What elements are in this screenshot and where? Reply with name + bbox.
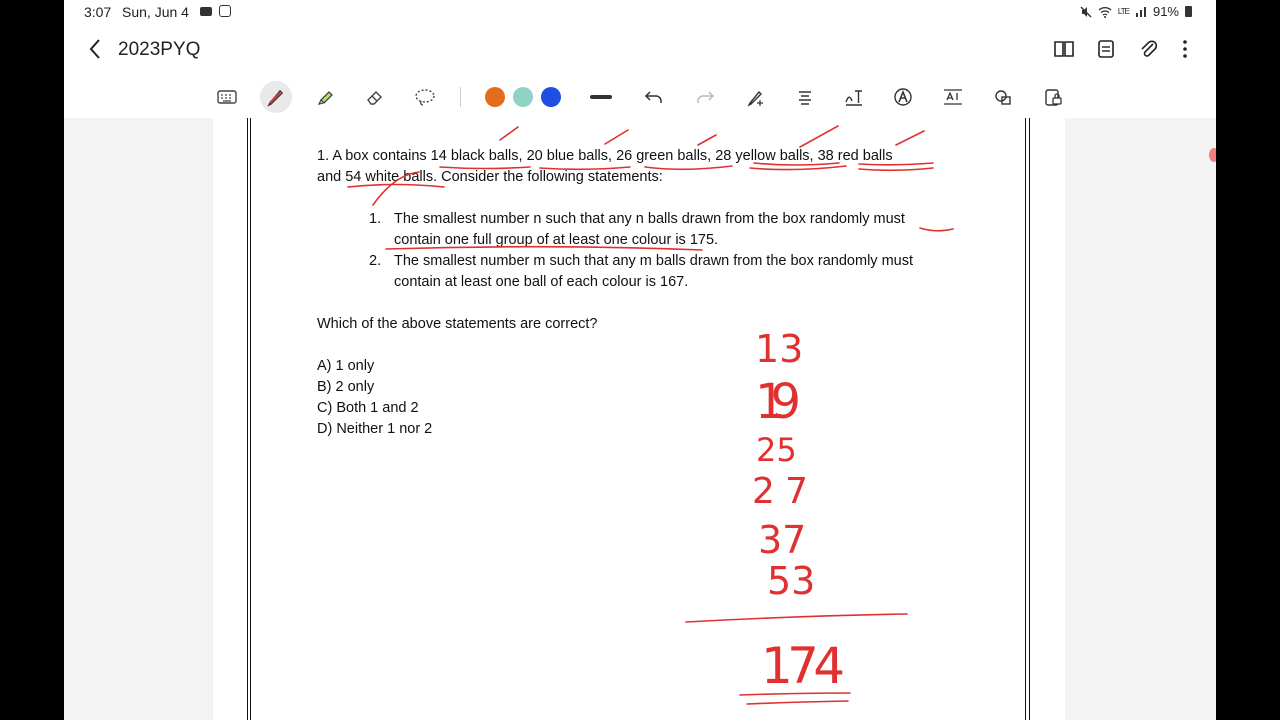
status-bar bbox=[64, 0, 1216, 24]
statement-1-line-1: The smallest number n such that any n balls drawn from the box randomly must bbox=[394, 211, 905, 227]
pen-settings-tool[interactable] bbox=[742, 83, 770, 111]
stroke-width-tool[interactable] bbox=[587, 83, 615, 111]
screen-record-icon bbox=[219, 5, 231, 17]
attach-icon[interactable] bbox=[1135, 36, 1161, 62]
handwriting-to-text-tool[interactable] bbox=[840, 83, 868, 111]
text-style-tool[interactable] bbox=[889, 83, 917, 111]
item-black: 14 black balls bbox=[430, 148, 519, 164]
status-time: 3:07 bbox=[84, 4, 112, 20]
text-align-tool[interactable] bbox=[791, 83, 819, 111]
text-box-icon bbox=[942, 87, 964, 107]
separator: , bbox=[608, 148, 617, 164]
lock-icon bbox=[1043, 87, 1063, 107]
lasso-tool[interactable] bbox=[411, 83, 439, 111]
question-line-2 bbox=[317, 169, 663, 185]
book-view-icon[interactable] bbox=[1051, 36, 1077, 62]
stroke-width-icon bbox=[590, 95, 612, 99]
question-prefix: 1. A box contains bbox=[317, 148, 431, 164]
highlighter-tool[interactable] bbox=[312, 83, 340, 111]
highlighter-icon bbox=[316, 87, 336, 107]
option-d: D) Neither 1 nor 2 bbox=[317, 421, 433, 437]
statement-2-line-2: contain at least one ball of each colour is 167. bbox=[394, 274, 689, 290]
eraser-icon bbox=[365, 87, 385, 107]
text-style-icon bbox=[893, 87, 913, 107]
page-border-left bbox=[247, 118, 251, 720]
ink-number-53: 53 bbox=[767, 559, 816, 603]
separator: , bbox=[809, 148, 818, 164]
network-type: LTE bbox=[1117, 7, 1129, 16]
ink-number-25: 25 bbox=[756, 431, 797, 469]
status-date: Sun, Jun 4 bbox=[122, 4, 189, 20]
shapes-tool[interactable] bbox=[989, 83, 1017, 111]
pen-settings-icon bbox=[746, 87, 766, 107]
statement-1-line-2: contain one full group of at least one colour is 175. bbox=[394, 232, 719, 248]
statement-1-number: 1. bbox=[369, 211, 382, 227]
lock-insert-tool[interactable] bbox=[1039, 83, 1067, 111]
tablet-screen bbox=[64, 0, 1216, 720]
toolbar-divider bbox=[460, 87, 461, 107]
text-view-icon[interactable] bbox=[1093, 36, 1119, 62]
separator: , bbox=[707, 148, 716, 164]
item-red: 38 red balls bbox=[817, 148, 893, 164]
document-title: 2023PYQ bbox=[118, 39, 201, 60]
undo-icon bbox=[644, 88, 664, 106]
pen-icon bbox=[266, 87, 286, 107]
text-box-tool[interactable] bbox=[939, 83, 967, 111]
ink-sum-174: 174 bbox=[761, 637, 845, 695]
note-canvas[interactable] bbox=[64, 118, 1216, 720]
ink-number-37: 37 bbox=[758, 518, 807, 562]
keyboard-tool[interactable] bbox=[213, 83, 241, 111]
text-align-icon bbox=[795, 87, 815, 107]
question-prompt: Which of the above statements are correct? bbox=[317, 316, 598, 332]
pen-tool[interactable] bbox=[260, 81, 292, 113]
status-right bbox=[1080, 4, 1192, 19]
question-line-1 bbox=[317, 148, 893, 164]
option-a: A) 1 only bbox=[317, 358, 375, 374]
battery-percent: 91% bbox=[1152, 4, 1179, 19]
mute-icon bbox=[1080, 6, 1092, 18]
option-c: C) Both 1 and 2 bbox=[317, 400, 419, 416]
ink-number-13: 13 bbox=[755, 327, 804, 371]
item-green: 26 green balls bbox=[616, 148, 708, 164]
more-options-icon[interactable] bbox=[1172, 36, 1198, 62]
color-swatch-orange[interactable] bbox=[485, 87, 505, 107]
pdf-page bbox=[213, 118, 1065, 720]
statement-2-line-1: The smallest number m such that any m balls drawn from the box randomly must bbox=[394, 253, 913, 269]
color-swatch-teal[interactable] bbox=[513, 87, 533, 107]
shapes-icon bbox=[993, 87, 1013, 107]
question-and: and bbox=[317, 169, 346, 185]
ink-number-27: 27 bbox=[752, 471, 808, 512]
page-border-right bbox=[1025, 118, 1030, 720]
scroll-handle[interactable] bbox=[1209, 148, 1216, 162]
back-arrow-icon[interactable] bbox=[88, 38, 102, 60]
undo-button[interactable] bbox=[640, 83, 668, 111]
redo-button[interactable] bbox=[691, 83, 719, 111]
question-suffix: . Consider the following statements: bbox=[433, 169, 663, 185]
option-b: B) 2 only bbox=[317, 379, 375, 395]
signal-icon bbox=[1135, 6, 1147, 17]
app-title-bar bbox=[64, 24, 1216, 76]
ink-number-19: 19 bbox=[755, 374, 801, 430]
item-white: 54 white balls bbox=[345, 169, 434, 185]
eraser-tool[interactable] bbox=[361, 83, 389, 111]
statement-2-number: 2. bbox=[369, 253, 382, 269]
item-blue: 20 blue balls bbox=[526, 148, 609, 164]
wifi-icon bbox=[1098, 6, 1112, 18]
color-swatch-blue[interactable] bbox=[541, 87, 561, 107]
separator: , bbox=[518, 148, 527, 164]
battery-icon bbox=[1185, 6, 1192, 17]
redo-icon bbox=[695, 88, 715, 106]
drawing-toolbar bbox=[64, 76, 1216, 119]
keyboard-icon bbox=[217, 89, 237, 105]
video-camera-icon bbox=[200, 7, 212, 16]
item-yellow: 28 yellow balls bbox=[715, 148, 810, 164]
handwriting-text-icon bbox=[843, 87, 865, 107]
lasso-icon bbox=[414, 87, 436, 107]
